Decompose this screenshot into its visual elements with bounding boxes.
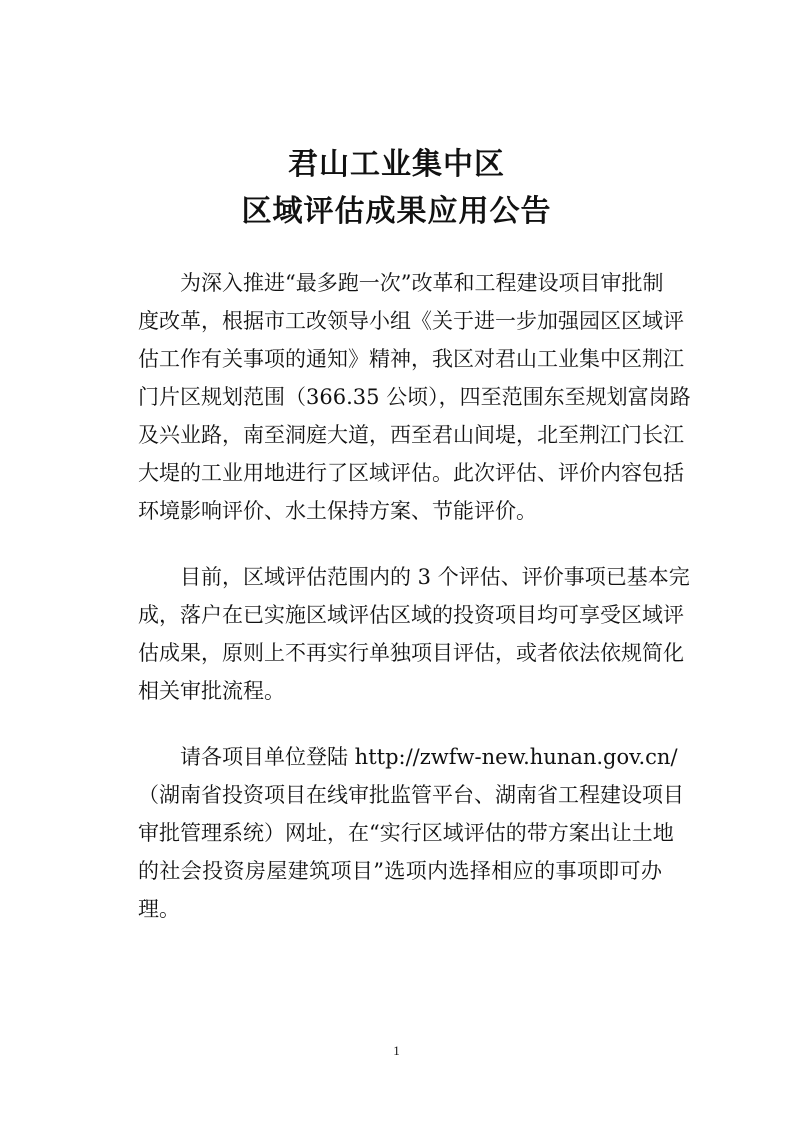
paragraph-line: 相关审批流程。	[138, 679, 285, 703]
paragraph-line: 成，落户在已实施区域评估区域的投资项目均可享受区域评	[138, 603, 684, 627]
document-title-line2: 区域评估成果应用公告	[241, 194, 552, 229]
paragraph-line: 理。	[138, 897, 180, 921]
document-title-line1: 君山工业集中区	[288, 147, 505, 182]
paragraph-line: 目前，区域评估范围内的 3 个评估、评价事项已基本完	[180, 565, 690, 589]
paragraph-line: 审批管理系统）网址，在“实行区域评估的带方案出让土地	[138, 821, 674, 845]
paragraph-line: 及兴业路，南至洞庭大道，西至君山间堤，北至荆江门长江	[138, 423, 684, 447]
paragraph-line: 门片区规划范围（366.35 公顷），四至范围东至规划富岗路	[138, 385, 691, 409]
paragraph-line: 为深入推进“最多跑一次”改革和工程建设项目审批制	[180, 271, 664, 295]
paragraph-line: 的社会投资房屋建筑项目”选项内选择相应的事项即可办	[138, 859, 662, 883]
page-number: 1	[393, 1043, 400, 1058]
paragraph-line: 估工作有关事项的通知》精神，我区对君山工业集中区荆江	[138, 347, 684, 371]
paragraph-line: 估成果，原则上不再实行单独项目评估，或者依法依规简化	[138, 641, 684, 665]
paragraph-line: 请各项目单位登陆 http://zwfw-new.hunan.gov.cn/	[180, 745, 678, 769]
paragraph-line: 大堤的工业用地进行了区域评估。此次评估、评价内容包括	[138, 461, 684, 485]
paragraph-line: 度改革，根据市工改领导小组《关于进一步加强园区区域评	[138, 309, 684, 333]
paragraph-line: （湖南省投资项目在线审批监管平台、湖南省工程建设项目	[138, 783, 684, 807]
paragraph-line: 环境影响评价、水土保持方案、节能评价。	[138, 499, 537, 523]
